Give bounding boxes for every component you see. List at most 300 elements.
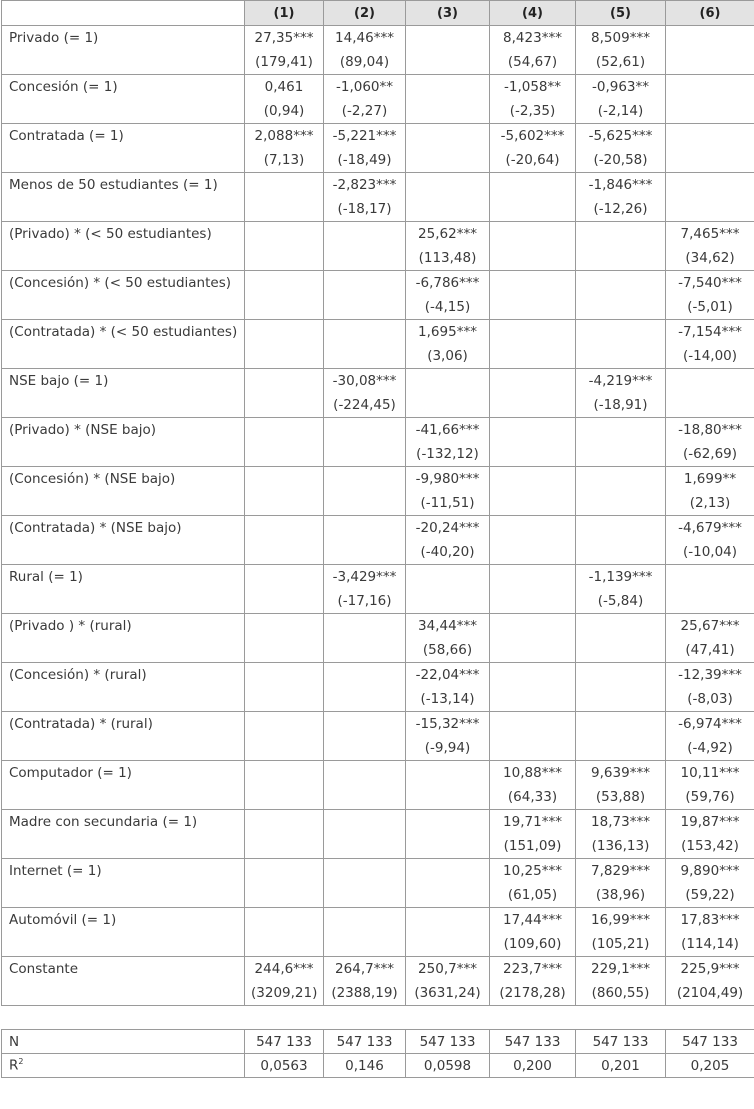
variable-label: (Privado) * (NSE bajo) xyxy=(2,418,245,443)
statistic-cell xyxy=(490,295,576,320)
variable-label: (Privado) * (< 50 estudiantes) xyxy=(2,222,245,247)
coefficient-cell: 10,88*** xyxy=(490,761,576,786)
statistic-cell: (-62,69) xyxy=(666,442,754,467)
coefficient-row xyxy=(2,173,754,198)
coefficient-cell xyxy=(324,271,406,296)
statistic-cell xyxy=(324,834,406,859)
coefficient-cell: 8,509*** xyxy=(576,26,666,51)
coefficient-cell: 2,088*** xyxy=(245,124,324,149)
statistic-cell: (-5,01) xyxy=(666,295,754,320)
coefficient-cell xyxy=(490,222,576,247)
coefficient-cell xyxy=(245,565,324,590)
statistic-row xyxy=(2,393,754,418)
coefficient-cell: 0,461 xyxy=(245,75,324,100)
statistic-cell xyxy=(576,638,666,663)
r2-value: 0,0563 xyxy=(245,1054,324,1078)
blank-label-cell xyxy=(2,736,245,761)
statistic-cell xyxy=(406,589,490,614)
statistic-cell xyxy=(666,148,754,173)
variable-label: Internet (= 1) xyxy=(2,859,245,884)
coefficient-cell: 244,6*** xyxy=(245,957,324,982)
header-model-5: (5) xyxy=(576,1,666,26)
coefficient-cell xyxy=(406,369,490,394)
statistic-row xyxy=(2,883,754,908)
coefficient-row xyxy=(2,859,754,884)
coefficient-cell xyxy=(324,810,406,835)
statistic-cell xyxy=(406,883,490,908)
statistic-cell xyxy=(324,295,406,320)
statistic-cell xyxy=(490,197,576,222)
coefficient-cell xyxy=(666,75,754,100)
coefficient-cell xyxy=(245,614,324,639)
spacer-row xyxy=(2,1006,754,1030)
blank-label-cell xyxy=(2,393,245,418)
coefficient-cell xyxy=(406,75,490,100)
coefficient-cell xyxy=(576,320,666,345)
statistic-cell: (-20,58) xyxy=(576,148,666,173)
coefficient-cell: 19,71*** xyxy=(490,810,576,835)
variable-label: Automóvil (= 1) xyxy=(2,908,245,933)
statistic-cell xyxy=(245,883,324,908)
statistic-cell xyxy=(245,687,324,712)
blank-label-cell xyxy=(2,785,245,810)
coefficient-cell: -7,540*** xyxy=(666,271,754,296)
coefficient-cell xyxy=(324,663,406,688)
r2-value: 0,205 xyxy=(666,1054,754,1078)
coefficient-row xyxy=(2,467,754,492)
coefficient-row xyxy=(2,663,754,688)
statistic-row xyxy=(2,687,754,712)
coefficient-cell xyxy=(490,467,576,492)
coefficient-cell xyxy=(324,761,406,786)
blank-label-cell xyxy=(2,295,245,320)
coefficient-cell xyxy=(576,271,666,296)
coefficient-cell xyxy=(324,712,406,737)
statistic-cell: (-13,14) xyxy=(406,687,490,712)
statistic-cell: (-20,64) xyxy=(490,148,576,173)
statistic-row xyxy=(2,785,754,810)
statistic-cell: (151,09) xyxy=(490,834,576,859)
blank-label-cell xyxy=(2,589,245,614)
statistic-cell: (109,60) xyxy=(490,932,576,957)
coefficient-cell: -5,221*** xyxy=(324,124,406,149)
n-value: 547 133 xyxy=(324,1030,406,1054)
coefficient-cell: 10,25*** xyxy=(490,859,576,884)
coefficient-cell xyxy=(490,663,576,688)
statistic-cell xyxy=(490,442,576,467)
coefficient-cell xyxy=(324,222,406,247)
statistic-cell: (136,13) xyxy=(576,834,666,859)
coefficient-cell xyxy=(245,908,324,933)
statistic-cell: (3631,24) xyxy=(406,981,490,1006)
coefficient-row xyxy=(2,614,754,639)
statistic-row xyxy=(2,932,754,957)
statistic-cell xyxy=(490,736,576,761)
coefficient-cell: 229,1*** xyxy=(576,957,666,982)
statistic-row xyxy=(2,197,754,222)
coefficient-cell xyxy=(406,173,490,198)
coefficient-cell: 34,44*** xyxy=(406,614,490,639)
statistic-cell: (105,21) xyxy=(576,932,666,957)
coefficient-cell xyxy=(490,516,576,541)
coefficient-cell xyxy=(490,369,576,394)
coefficient-cell xyxy=(666,124,754,149)
coefficient-cell: 27,35*** xyxy=(245,26,324,51)
statistic-cell: (-18,49) xyxy=(324,148,406,173)
coefficient-row xyxy=(2,320,754,345)
statistic-cell xyxy=(666,50,754,75)
coefficient-cell xyxy=(576,712,666,737)
coefficient-cell xyxy=(666,26,754,51)
coefficient-cell xyxy=(324,516,406,541)
statistic-cell: (53,88) xyxy=(576,785,666,810)
statistic-cell: (-2,35) xyxy=(490,99,576,124)
header-label-cell xyxy=(2,1,245,26)
coefficient-row xyxy=(2,712,754,737)
statistic-row xyxy=(2,491,754,516)
coefficient-cell xyxy=(666,565,754,590)
statistic-cell: (113,48) xyxy=(406,246,490,271)
r2-row xyxy=(2,1054,754,1078)
variable-label: Computador (= 1) xyxy=(2,761,245,786)
statistic-cell: (-14,00) xyxy=(666,344,754,369)
coefficient-cell xyxy=(406,810,490,835)
statistic-cell: (-2,14) xyxy=(576,99,666,124)
coefficient-cell xyxy=(245,222,324,247)
coefficient-cell: -1,139*** xyxy=(576,565,666,590)
r2-value: 0,0598 xyxy=(406,1054,490,1078)
header-model-1: (1) xyxy=(245,1,324,26)
statistic-cell: (114,14) xyxy=(666,932,754,957)
statistic-cell: (-5,84) xyxy=(576,589,666,614)
statistic-cell xyxy=(245,393,324,418)
statistic-cell: (860,55) xyxy=(576,981,666,1006)
r2-label-sup: 2 xyxy=(18,1057,24,1067)
statistic-cell: (2178,28) xyxy=(490,981,576,1006)
n-row xyxy=(2,1030,754,1054)
coefficient-cell xyxy=(406,26,490,51)
statistic-row xyxy=(2,589,754,614)
coefficient-cell: 17,44*** xyxy=(490,908,576,933)
statistic-cell: (153,42) xyxy=(666,834,754,859)
blank-label-cell xyxy=(2,638,245,663)
coefficient-cell xyxy=(245,761,324,786)
blank-label-cell xyxy=(2,932,245,957)
statistic-cell xyxy=(406,99,490,124)
coefficient-row xyxy=(2,124,754,149)
statistic-cell xyxy=(490,344,576,369)
variable-label: Contratada (= 1) xyxy=(2,124,245,149)
statistic-cell xyxy=(576,295,666,320)
blank-label-cell xyxy=(2,540,245,565)
coefficient-row xyxy=(2,418,754,443)
statistic-row xyxy=(2,246,754,271)
coefficient-cell xyxy=(406,565,490,590)
coefficient-cell: -1,060** xyxy=(324,75,406,100)
statistic-cell: (59,22) xyxy=(666,883,754,908)
header-row xyxy=(2,1,754,26)
statistic-cell xyxy=(576,540,666,565)
statistic-cell xyxy=(666,589,754,614)
regression-table xyxy=(1,0,754,1078)
n-value: 547 133 xyxy=(490,1030,576,1054)
header-model-3: (3) xyxy=(406,1,490,26)
statistic-cell: (-11,51) xyxy=(406,491,490,516)
statistic-cell xyxy=(324,736,406,761)
statistic-cell: (-17,16) xyxy=(324,589,406,614)
blank-label-cell xyxy=(2,442,245,467)
statistic-cell xyxy=(245,246,324,271)
statistic-cell xyxy=(576,736,666,761)
coefficient-cell xyxy=(490,565,576,590)
n-value: 547 133 xyxy=(666,1030,754,1054)
coefficient-cell: -6,786*** xyxy=(406,271,490,296)
coefficient-cell xyxy=(576,516,666,541)
blank-label-cell xyxy=(2,883,245,908)
coefficient-cell xyxy=(324,908,406,933)
statistic-cell xyxy=(324,442,406,467)
coefficient-cell xyxy=(245,810,324,835)
statistic-cell: (61,05) xyxy=(490,883,576,908)
statistic-row xyxy=(2,638,754,663)
statistic-cell xyxy=(245,932,324,957)
statistic-cell xyxy=(406,393,490,418)
statistic-cell: (-9,94) xyxy=(406,736,490,761)
coefficient-cell xyxy=(245,712,324,737)
coefficient-cell xyxy=(245,859,324,884)
coefficient-cell xyxy=(406,124,490,149)
statistic-cell xyxy=(324,540,406,565)
variable-label: (Contratada) * (NSE bajo) xyxy=(2,516,245,541)
statistic-cell xyxy=(490,638,576,663)
coefficient-cell xyxy=(576,467,666,492)
coefficient-cell: 1,695*** xyxy=(406,320,490,345)
coefficient-cell xyxy=(576,418,666,443)
coefficient-cell xyxy=(490,320,576,345)
variable-label: (Concesión) * (rural) xyxy=(2,663,245,688)
coefficient-cell: 9,890*** xyxy=(666,859,754,884)
coefficient-cell: -30,08*** xyxy=(324,369,406,394)
coefficient-cell: 16,99*** xyxy=(576,908,666,933)
coefficient-cell xyxy=(406,908,490,933)
coefficient-cell xyxy=(245,467,324,492)
coefficient-cell: 25,62*** xyxy=(406,222,490,247)
statistic-cell xyxy=(666,197,754,222)
statistic-cell xyxy=(324,785,406,810)
coefficient-cell: -7,154*** xyxy=(666,320,754,345)
statistic-cell xyxy=(245,834,324,859)
coefficient-row xyxy=(2,810,754,835)
coefficient-row xyxy=(2,761,754,786)
statistic-cell xyxy=(245,295,324,320)
variable-label: Madre con secundaria (= 1) xyxy=(2,810,245,835)
coefficient-cell xyxy=(666,173,754,198)
coefficient-cell: 17,83*** xyxy=(666,908,754,933)
coefficient-cell: -3,429*** xyxy=(324,565,406,590)
n-value: 547 133 xyxy=(576,1030,666,1054)
coefficient-cell xyxy=(406,859,490,884)
variable-label: NSE bajo (= 1) xyxy=(2,369,245,394)
blank-label-cell xyxy=(2,99,245,124)
variable-label: Concesión (= 1) xyxy=(2,75,245,100)
coefficient-cell xyxy=(406,761,490,786)
variable-label: (Privado ) * (rural) xyxy=(2,614,245,639)
coefficient-cell: -41,66*** xyxy=(406,418,490,443)
statistic-cell xyxy=(576,687,666,712)
coefficient-cell: -2,823*** xyxy=(324,173,406,198)
statistic-row xyxy=(2,834,754,859)
statistic-cell: (-12,26) xyxy=(576,197,666,222)
coefficient-cell xyxy=(324,859,406,884)
variable-label: (Concesión) * (< 50 estudiantes) xyxy=(2,271,245,296)
r2-value: 0,200 xyxy=(490,1054,576,1078)
statistic-cell: (3209,21) xyxy=(245,981,324,1006)
coefficient-cell xyxy=(576,222,666,247)
variable-label: (Concesión) * (NSE bajo) xyxy=(2,467,245,492)
coefficient-row xyxy=(2,26,754,51)
coefficient-cell xyxy=(324,467,406,492)
variable-label: Rural (= 1) xyxy=(2,565,245,590)
statistic-cell xyxy=(576,344,666,369)
statistic-cell: (2104,49) xyxy=(666,981,754,1006)
coefficient-row xyxy=(2,369,754,394)
statistic-cell xyxy=(666,393,754,418)
statistic-cell xyxy=(245,540,324,565)
coefficient-cell: -1,846*** xyxy=(576,173,666,198)
coefficient-cell: -4,679*** xyxy=(666,516,754,541)
statistic-cell xyxy=(576,246,666,271)
coefficient-cell: 7,465*** xyxy=(666,222,754,247)
variable-label: (Contratada) * (rural) xyxy=(2,712,245,737)
statistic-cell xyxy=(406,148,490,173)
coefficient-row xyxy=(2,75,754,100)
statistic-cell: (89,04) xyxy=(324,50,406,75)
statistic-cell xyxy=(324,883,406,908)
blank-label-cell xyxy=(2,687,245,712)
coefficient-row xyxy=(2,516,754,541)
statistic-cell: (0,94) xyxy=(245,99,324,124)
coefficient-cell: 225,9*** xyxy=(666,957,754,982)
r2-label xyxy=(2,1054,245,1078)
statistic-cell xyxy=(490,491,576,516)
coefficient-cell xyxy=(490,173,576,198)
statistic-row xyxy=(2,295,754,320)
variable-label: Menos de 50 estudiantes (= 1) xyxy=(2,173,245,198)
statistic-cell: (-8,03) xyxy=(666,687,754,712)
header-model-2: (2) xyxy=(324,1,406,26)
statistic-cell xyxy=(245,197,324,222)
coefficient-cell: -20,24*** xyxy=(406,516,490,541)
statistic-cell xyxy=(490,246,576,271)
coefficient-cell: 19,87*** xyxy=(666,810,754,835)
coefficient-cell: 7,829*** xyxy=(576,859,666,884)
table-body xyxy=(2,26,754,1006)
statistic-cell xyxy=(406,197,490,222)
blank-label-cell xyxy=(2,246,245,271)
coefficient-cell xyxy=(490,271,576,296)
blank-label-cell xyxy=(2,344,245,369)
statistic-cell xyxy=(324,246,406,271)
statistic-row xyxy=(2,981,754,1006)
coefficient-cell xyxy=(324,614,406,639)
r2-value: 0,201 xyxy=(576,1054,666,1078)
statistic-cell xyxy=(245,589,324,614)
statistic-cell xyxy=(406,785,490,810)
statistic-row xyxy=(2,736,754,761)
coefficient-cell: -0,963** xyxy=(576,75,666,100)
statistic-cell xyxy=(245,785,324,810)
statistic-cell: (34,62) xyxy=(666,246,754,271)
coefficient-cell: 25,67*** xyxy=(666,614,754,639)
blank-label-cell xyxy=(2,981,245,1006)
statistic-cell xyxy=(406,50,490,75)
coefficient-cell xyxy=(245,516,324,541)
coefficient-cell: 14,46*** xyxy=(324,26,406,51)
statistic-cell: (3,06) xyxy=(406,344,490,369)
statistic-cell: (-4,15) xyxy=(406,295,490,320)
statistic-cell xyxy=(245,638,324,663)
coefficient-row xyxy=(2,271,754,296)
statistic-cell xyxy=(406,834,490,859)
statistic-cell xyxy=(490,589,576,614)
n-value: 547 133 xyxy=(406,1030,490,1054)
coefficient-cell: 9,639*** xyxy=(576,761,666,786)
statistic-cell: (59,76) xyxy=(666,785,754,810)
coefficient-cell: -12,39*** xyxy=(666,663,754,688)
coefficient-cell: -5,602*** xyxy=(490,124,576,149)
statistic-cell: (-4,92) xyxy=(666,736,754,761)
coefficient-row xyxy=(2,565,754,590)
coefficient-cell xyxy=(324,418,406,443)
coefficient-cell xyxy=(490,418,576,443)
n-value: 547 133 xyxy=(245,1030,324,1054)
statistic-cell xyxy=(245,491,324,516)
coefficient-cell xyxy=(245,271,324,296)
statistic-cell xyxy=(324,344,406,369)
coefficient-cell: -15,32*** xyxy=(406,712,490,737)
statistic-cell: (7,13) xyxy=(245,148,324,173)
statistic-cell: (2388,19) xyxy=(324,981,406,1006)
statistic-cell xyxy=(490,393,576,418)
statistic-cell xyxy=(666,99,754,124)
coefficient-row xyxy=(2,908,754,933)
statistic-row xyxy=(2,442,754,467)
statistic-cell xyxy=(245,736,324,761)
blank-label-cell xyxy=(2,491,245,516)
blank-label-cell xyxy=(2,148,245,173)
coefficient-cell xyxy=(245,663,324,688)
statistic-cell xyxy=(324,687,406,712)
stats-body xyxy=(2,1006,754,1078)
coefficient-cell: -22,04*** xyxy=(406,663,490,688)
coefficient-cell: 10,11*** xyxy=(666,761,754,786)
coefficient-cell: -6,974*** xyxy=(666,712,754,737)
coefficient-cell xyxy=(245,173,324,198)
statistic-cell: (52,61) xyxy=(576,50,666,75)
statistic-cell: (54,67) xyxy=(490,50,576,75)
coefficient-cell: -1,058** xyxy=(490,75,576,100)
coefficient-cell xyxy=(576,614,666,639)
statistic-cell xyxy=(406,932,490,957)
coefficient-cell: 223,7*** xyxy=(490,957,576,982)
coefficient-row xyxy=(2,222,754,247)
statistic-cell: (47,41) xyxy=(666,638,754,663)
statistic-cell xyxy=(490,540,576,565)
statistic-row xyxy=(2,540,754,565)
coefficient-cell: -18,80*** xyxy=(666,418,754,443)
statistic-cell: (58,66) xyxy=(406,638,490,663)
statistic-cell xyxy=(490,687,576,712)
